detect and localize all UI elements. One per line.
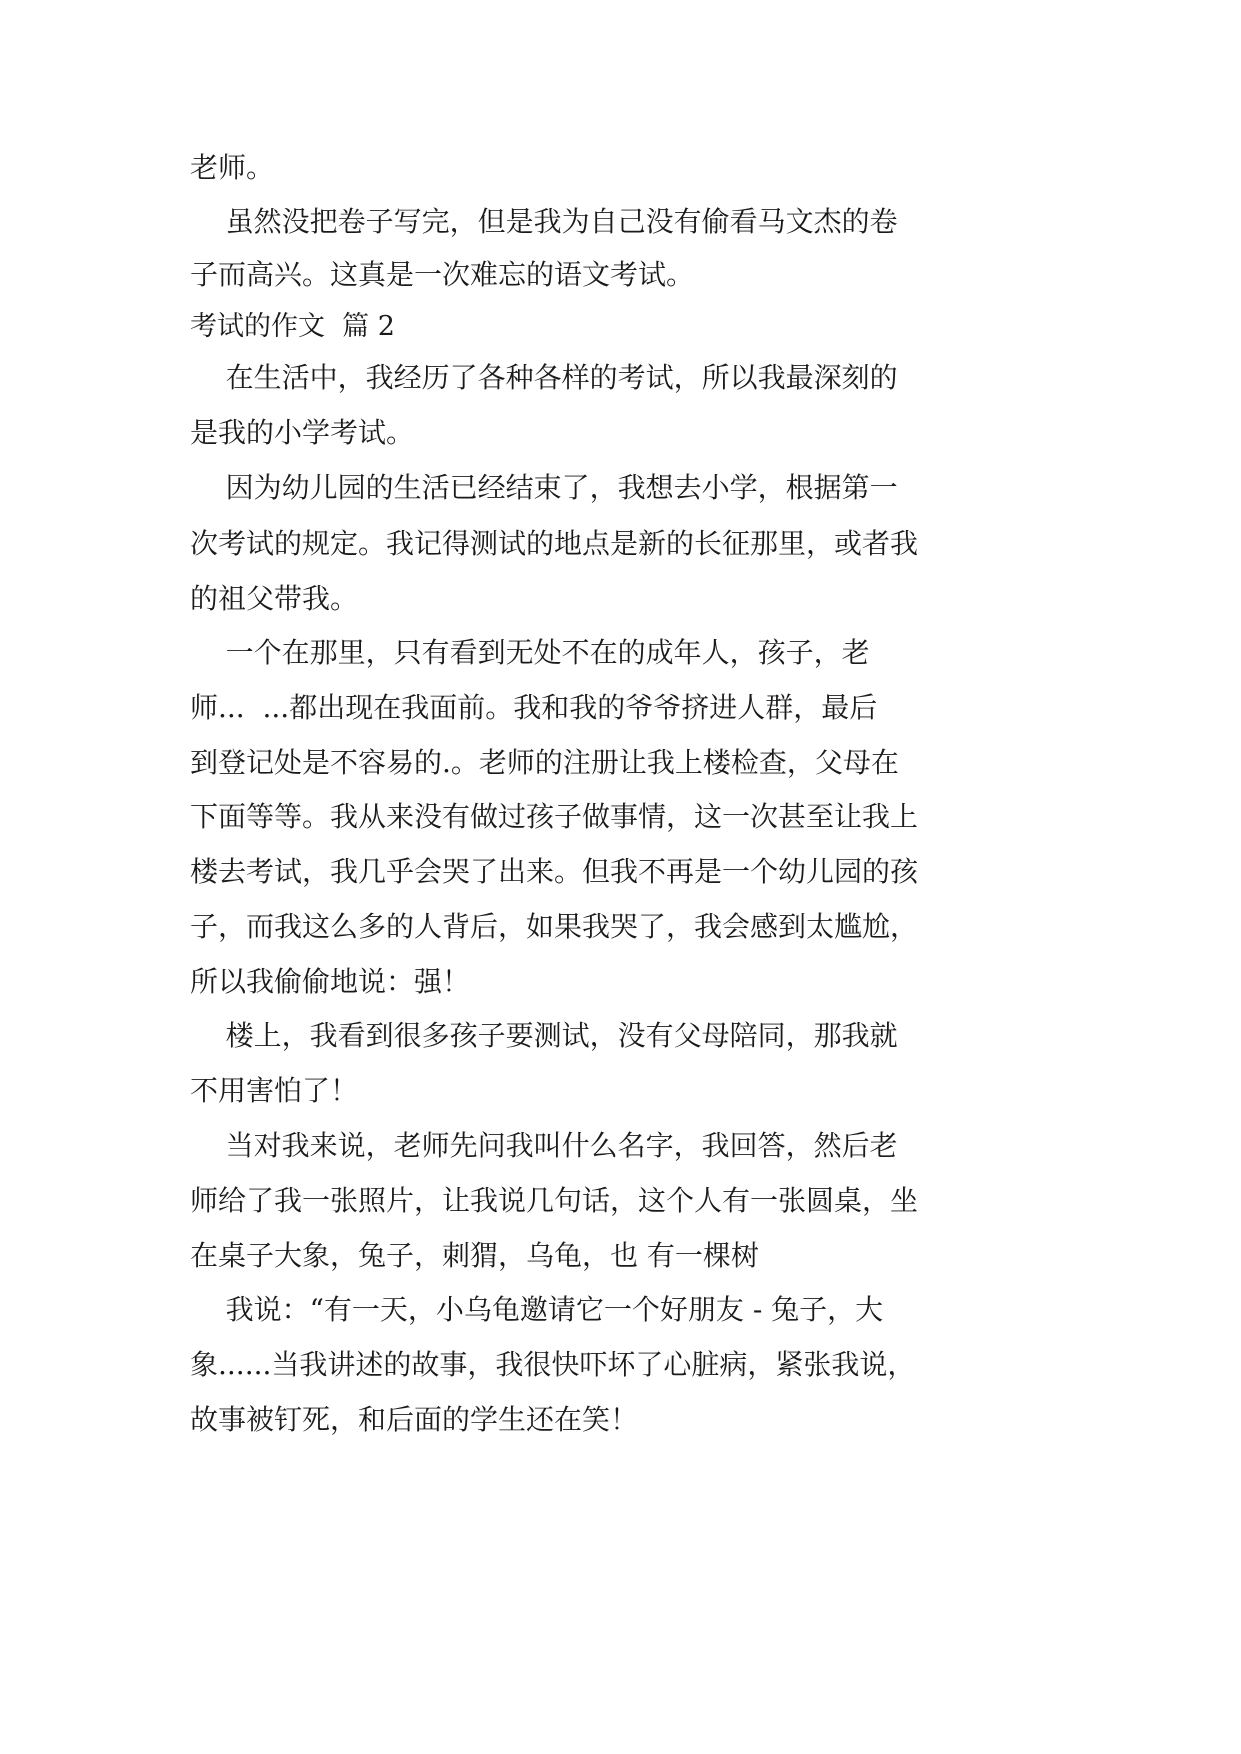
text-line: 一个在那里，只有看到无处不在的成年人，孩子，老: [190, 636, 870, 669]
text-line: 所以我偷偷地说：强！: [190, 965, 471, 998]
text-line: 到登记处是不容易的.。老师的注册让我上楼检查，父母在: [190, 746, 899, 779]
text-line: 在生活中，我经历了各种各样的考试，所以我最深刻的: [190, 361, 898, 394]
text-line: 不用害怕了！: [190, 1074, 359, 1107]
text-line: 故事被钉死，和后面的学生还在笑！: [190, 1403, 639, 1436]
text-line: 当对我来说，老师先问我叫什么名字，我回答，然后老: [190, 1129, 898, 1162]
section-heading: 考试的作文 篇 2: [190, 311, 395, 342]
text-line: 次考试的规定。我记得测试的地点是新的长征那里，或者我: [190, 527, 919, 560]
text-line: 的祖父带我。: [190, 582, 359, 615]
text-line: 子，而我这么多的人背后，如果我哭了，我会感到太尴尬，: [190, 910, 919, 943]
text-line: 下面等等。我从来没有做过孩子做事情，这一次甚至让我上: [190, 800, 919, 833]
text-line: 在桌子大象，兔子，刺猬，乌龟，也 有一棵树: [190, 1239, 759, 1272]
text-line: 师... ...都出现在我面前。我和我的爷爷挤进人群，最后: [190, 691, 878, 724]
text-line: 因为幼儿园的生活已经结束了，我想去小学，根据第一: [190, 471, 898, 504]
text-line: 象......当我讲述的故事，我很快吓坏了心脏病，紧张我说，: [190, 1348, 916, 1381]
text-line: 子而高兴。这真是一次难忘的语文考试。: [190, 258, 695, 291]
text-line: 老师。: [190, 151, 275, 184]
text-line: 楼上，我看到很多孩子要测试，没有父母陪同，那我就: [190, 1019, 898, 1052]
text-line: 我说：“有一天，小乌龟邀请它一个好朋友 - 兔子，大: [190, 1293, 884, 1326]
text-line: 师给了我一张照片，让我说几句话，这个人有一张圆桌，坐: [190, 1184, 919, 1217]
text-line: 虽然没把卷子写完，但是我为自己没有偷看马文杰的卷: [190, 205, 898, 238]
text-line: 是我的小学考试。: [190, 416, 415, 449]
text-line: 楼去考试，我几乎会哭了出来。但我不再是一个幼儿园的孩: [190, 855, 919, 888]
